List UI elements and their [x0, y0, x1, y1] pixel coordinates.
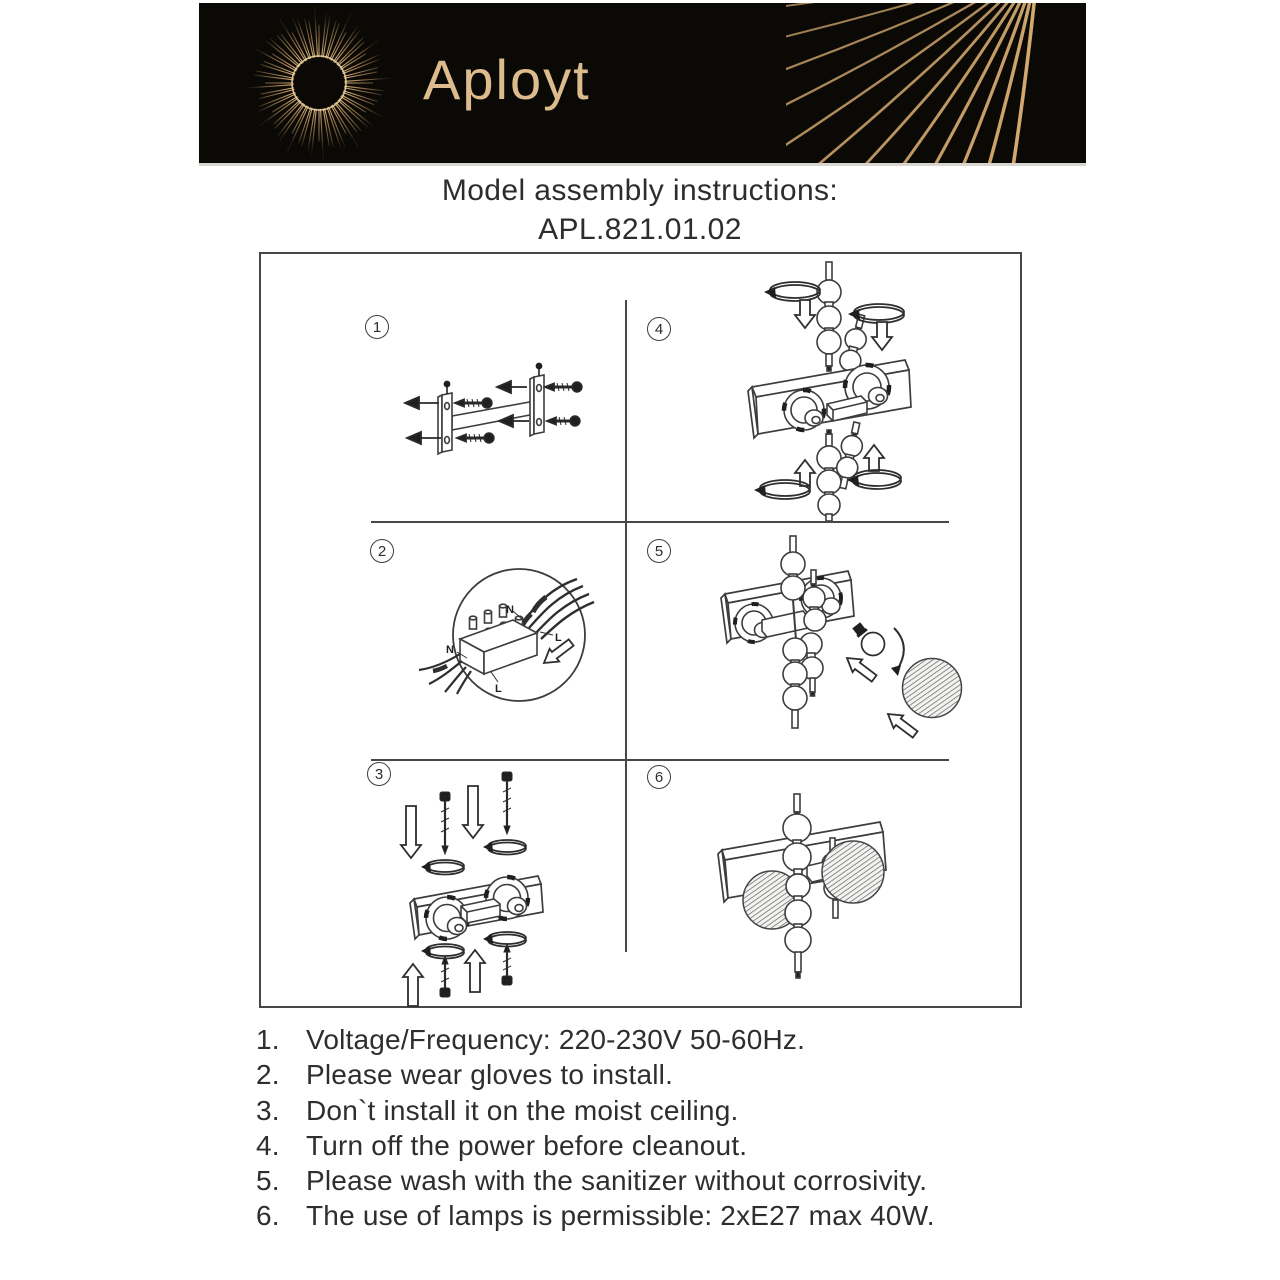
instruction-number: 4. — [256, 1129, 280, 1161]
glass-shade — [903, 659, 962, 718]
instruction-text: Voltage/Frequency: 220-230V 50-60Hz. — [306, 1024, 806, 1055]
instruction-number: 5. — [256, 1165, 280, 1197]
instruction-item-6 — [256, 1198, 1066, 1233]
instruction-item-5 — [256, 1163, 1066, 1198]
instruction-text: The use of lamps is permissible: 2xE27 max 40W. — [306, 1200, 935, 1232]
step-5-marker: 5 — [647, 539, 671, 563]
brand-name: Aployt — [423, 48, 591, 111]
step-1-marker: 1 — [365, 315, 389, 339]
instruction-item-2 — [256, 1057, 1066, 1092]
bead-stems-bottom — [817, 420, 867, 521]
step-2-wiring-drawing — [261, 522, 625, 759]
instruction-number: 3. — [256, 1094, 280, 1126]
instruction-text: Please wear gloves to install. — [306, 1059, 674, 1091]
instruction-list — [256, 1022, 1066, 1234]
instruction-number: 2. — [256, 1059, 280, 1091]
rays-decoration — [786, 3, 1086, 163]
step-3-base-mount-drawing — [261, 760, 625, 1008]
assembly-diagram-grid — [259, 252, 1022, 1008]
step-5-bulb-shade-drawing — [627, 522, 1022, 759]
wire-label-l-bottom: L — [495, 683, 502, 695]
step-4-marker: 4 — [647, 317, 671, 341]
step-1-bracket-drawing — [261, 254, 625, 521]
instruction-item-4 — [256, 1128, 1066, 1163]
instruction-item-3 — [256, 1093, 1066, 1128]
instruction-text: Please wash with the sanitizer without corrosivity. — [306, 1165, 928, 1197]
instruction-item-1 — [256, 1022, 1066, 1057]
step-2-marker: 2 — [370, 539, 394, 563]
step-3-marker: 3 — [367, 762, 391, 786]
step-6-marker: 6 — [647, 765, 671, 789]
step-6-assembled-drawing — [627, 760, 1022, 1008]
wire-label-n-top: N — [506, 604, 514, 616]
instruction-text: Turn off the power before cleanout. — [306, 1129, 748, 1161]
rotate-arrow — [891, 628, 904, 676]
starburst-logo-icon — [237, 3, 401, 163]
brand-banner — [199, 3, 1086, 166]
document-title — [0, 174, 1280, 247]
instruction-text: Don`t install it on the moist ceiling. — [306, 1094, 739, 1126]
wire-label-n-left: N — [446, 644, 454, 656]
bead-chain-front — [783, 794, 811, 978]
instruction-number: 1. — [256, 1024, 280, 1055]
step-4-stem-install-drawing — [627, 254, 1022, 521]
title-line-1: Model assembly instructions: — [441, 174, 839, 207]
instruction-number: 6. — [256, 1200, 280, 1232]
light-bulb — [851, 622, 884, 656]
wire-label-l-right: L — [555, 632, 562, 644]
model-number: APL.821.01.02 — [538, 213, 742, 246]
glass-shade-right — [822, 841, 884, 903]
